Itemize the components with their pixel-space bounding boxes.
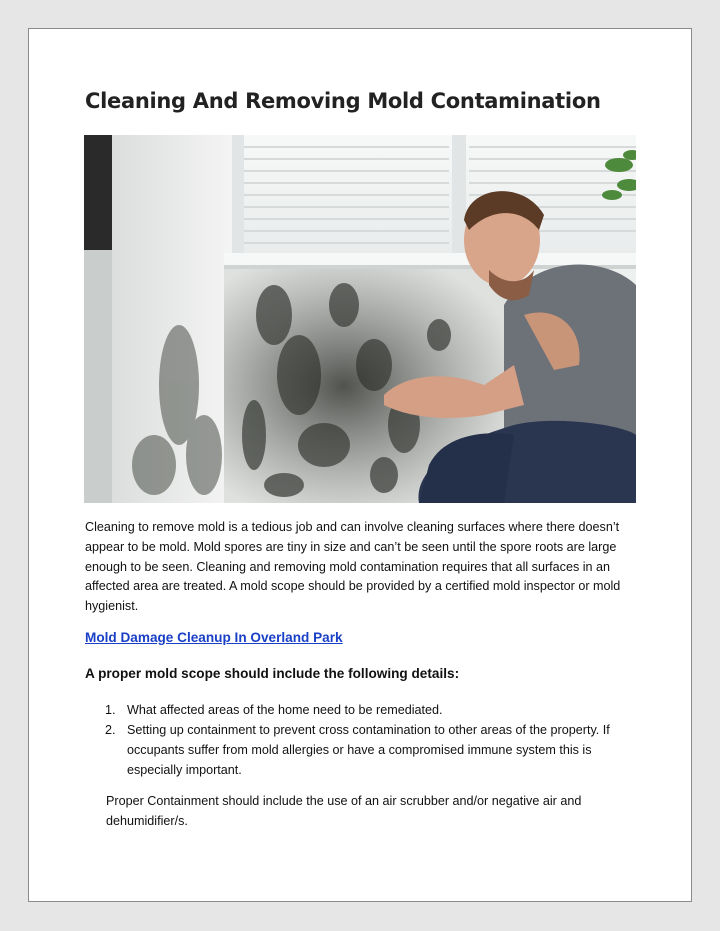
document-page — [28, 28, 692, 902]
list-item — [105, 720, 645, 780]
list-item — [105, 700, 645, 720]
list-item-text: Setting up containment to prevent cross contamination to other areas of the property. If occupants suffer from mold allergies or have a compromised immune system this is especially important. — [127, 723, 610, 777]
mold-wall-photo — [84, 135, 636, 503]
body-paragraph: Cleaning to remove mold is a tedious job and can involve cleaning surfaces where there doesn’t appear to be mold. Mold spores are tiny in size and can’t be seen until the spore roots are large enough to be seen. Cleaning and removing mold contamination requires that all surfaces in an affected area are treated. A mold scope should be provided by a certified mold inspector or mold hygienist. — [85, 520, 621, 614]
list-number: 2. — [105, 723, 116, 737]
mold-damage-cleanup-link[interactable]: Mold Damage Cleanup In Overland Park — [85, 630, 343, 645]
page-title: Cleaning And Removing Mold Contamination — [85, 89, 601, 113]
section-subheading: A proper mold scope should include the following details: — [85, 666, 460, 681]
list-number: 1. — [105, 703, 116, 717]
details-list — [105, 700, 645, 780]
closing-paragraph: Proper Containment should include the use of an air scrubber and/or negative air and dehumidifier/s. — [106, 794, 582, 828]
list-item-text: What affected areas of the home need to be remediated. — [127, 703, 443, 717]
